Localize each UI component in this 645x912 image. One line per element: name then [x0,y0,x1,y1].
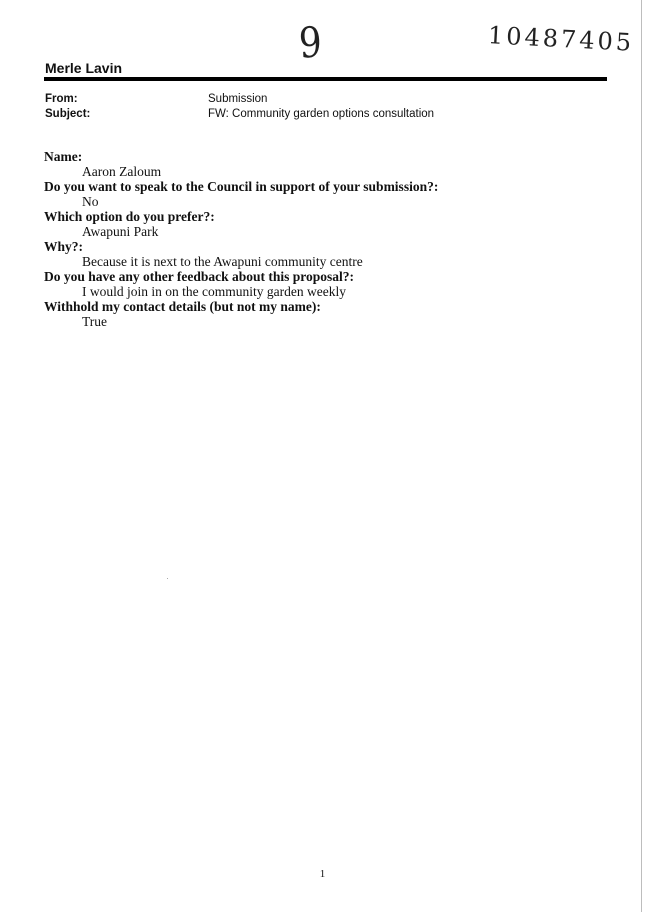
answer-withhold-details: True [82,314,108,329]
from-value: Submission [208,93,268,105]
from-label: From: [45,93,78,105]
question-name: Name: [44,149,83,164]
scan-edge-line [641,0,642,912]
page-number: 1 [319,868,326,880]
form-item-withhold-details [44,299,604,329]
question-why: Why?: [44,239,84,254]
form-item-other-feedback [44,269,604,299]
form-item-why [44,239,604,269]
answer-speak-to-council: No [82,194,99,209]
answer-name: Aaron Zaloum [82,164,162,179]
answer-other-feedback: I would join in on the community garden weekly [82,284,346,299]
handwritten-reference-number: 10487405 [487,21,635,57]
answer-why: Because it is next to the Awapuni community centre [82,254,363,269]
form-item-speak-to-council [44,179,604,209]
header-rule [44,77,607,81]
question-other-feedback: Do you have any other feedback about this proposal?: [44,269,355,284]
scan-speck [167,578,168,579]
subject-value: FW: Community garden options consultation [208,108,435,120]
question-withhold-details: Withhold my contact details (but not my name): [44,299,321,314]
answer-preferred-option: Awapuni Park [82,224,159,239]
submission-form [44,149,604,329]
question-preferred-option: Which option do you prefer?: [44,209,215,224]
handwritten-page-mark: 9 [297,17,324,68]
subject-label: Subject: [45,108,91,120]
mailbox-owner-name: Merle Lavin [45,60,123,76]
form-item-preferred-option [44,209,604,239]
form-item-name [44,149,604,179]
question-speak-to-council: Do you want to speak to the Council in support of your submission?: [44,179,439,194]
